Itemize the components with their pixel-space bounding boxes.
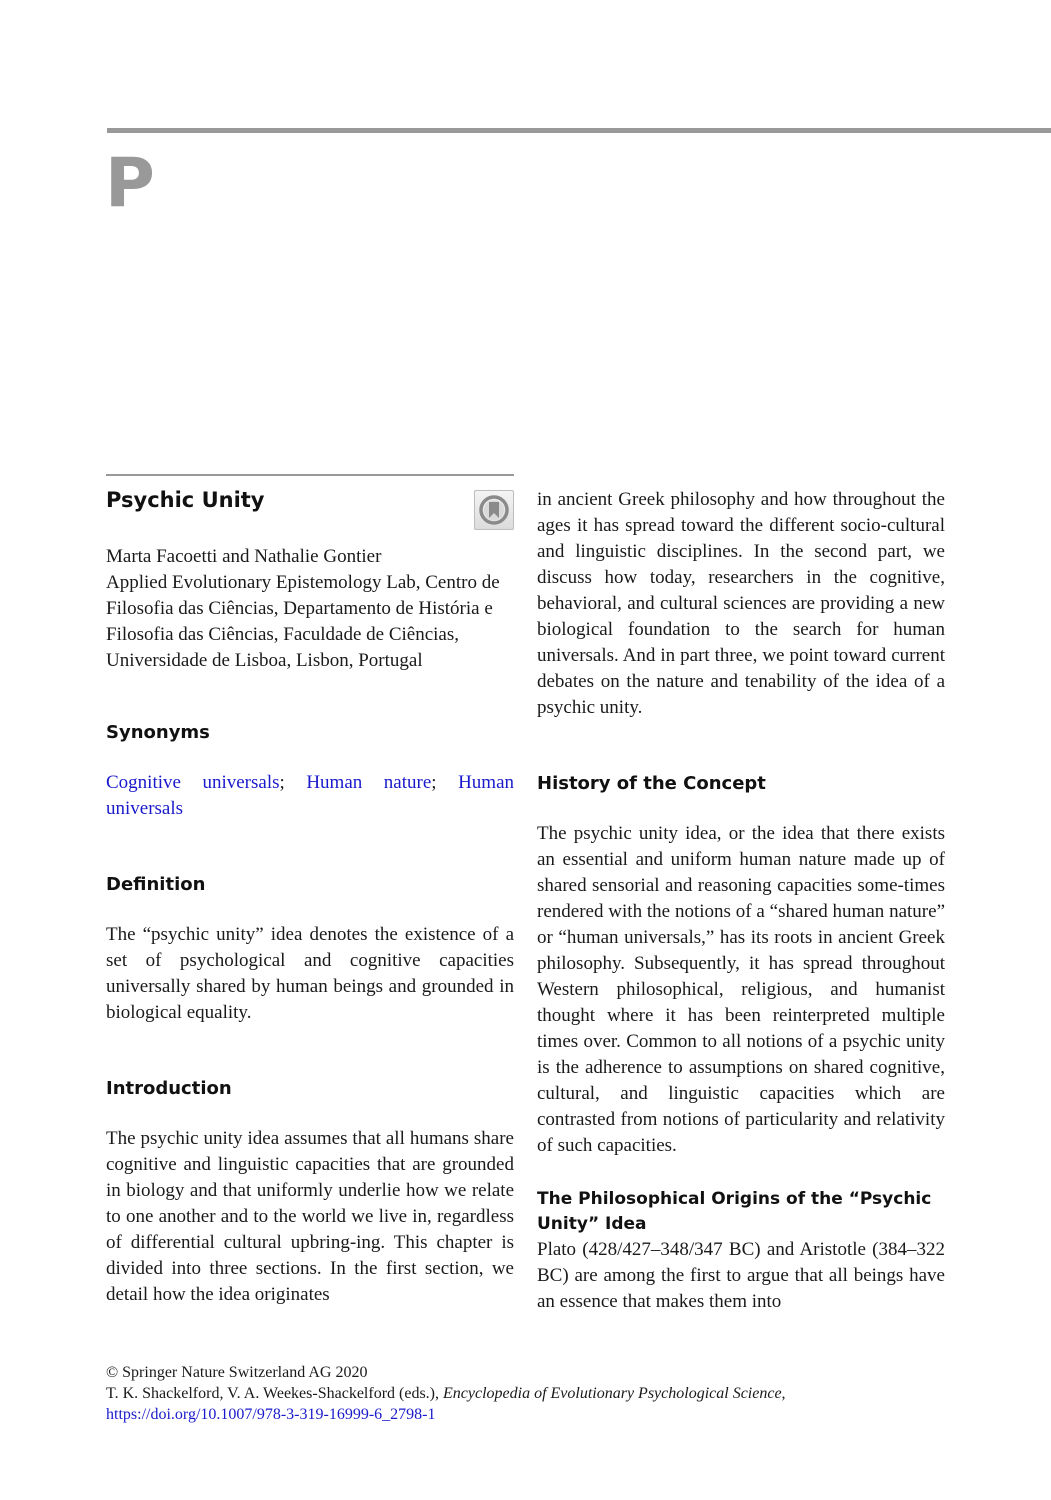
entry-title: Psychic Unity	[106, 488, 265, 512]
right-column	[537, 487, 945, 1315]
doi-link[interactable]: https://doi.org/10.1007/978-3-319-16999-6_2798-1	[106, 1406, 436, 1423]
synonym-link-cognitive-universals[interactable]: Cognitive universals	[106, 772, 280, 793]
entry-rule	[106, 474, 514, 476]
entry-title-row	[106, 486, 514, 534]
definition-text: The “psychic unity” idea denotes the existence of a set of psychological and cognitive capacities universally shared by human beings and grounded in biological equality.	[106, 924, 514, 1023]
copyright-line: © Springer Nature Switzerland AG 2020	[106, 1364, 368, 1381]
synonyms-list	[106, 770, 514, 822]
history-text: The psychic unity idea, or the idea that there exists an essential and uniform human nature made up of shared sensorial and reasoning capacities some-times rendered with the notions of a “shared human nature” or “human universals,” has its roots in ancient Greek philosophy. Subsequently, it has spread throughout Western philosophical, religious, and humanist thought where it has been reinterpreted multiple times over. Common to all notions of a psychic unity is the adherence to assumptions on shared cognitive, cultural, and linguistic capacities which are contrasted from notions of particularity and relativity of such capacities.	[537, 823, 945, 1156]
entry-authors: Marta Facoetti and Nathalie Gontier	[106, 546, 382, 567]
left-column	[106, 474, 514, 1308]
citation-line	[106, 1383, 786, 1404]
page-footer	[106, 1362, 786, 1425]
philosophical-origins-text: Plato (428/427–348/347 BC) and Aristotle (384–322 BC) are among the first to argue that all beings have an essence that makes them into	[537, 1239, 945, 1312]
introduction-heading: Introduction	[106, 1078, 232, 1099]
entry-affiliation: Applied Evolutionary Epistemology Lab, Centro de Filosofia das Ciências, Departamento de História e Filosofia das Ciências, Faculdade de Ciências, Universidade de Lisboa, Lisbon, Portugal	[106, 572, 500, 671]
synonym-separator: ;	[431, 772, 459, 793]
history-heading: History of the Concept	[537, 773, 766, 794]
citation-book-title: Encyclopedia of Evolutionary Psychological Science	[443, 1385, 782, 1402]
philosophical-origins-heading: The Philosophical Origins of the “Psychic Unity” Idea	[537, 1189, 932, 1234]
header-rule	[107, 128, 1051, 133]
check-for-updates-icon	[478, 494, 510, 526]
check-for-updates-button[interactable]	[474, 490, 514, 530]
section-letter: P	[105, 144, 155, 223]
synonym-link-human-nature[interactable]: Human nature	[306, 772, 432, 793]
introduction-text-part1: The psychic unity idea assumes that all humans share cognitive and linguistic capacities that are grounded in biology and that uniformly underlie how we relate to one another and to the world we live in, regardless of differential cultural upbring-ing. This chapter is divided into three sections. In the first section, we detail how the idea originates	[106, 1128, 514, 1305]
definition-heading: Definition	[106, 874, 206, 895]
synonyms-heading: Synonyms	[106, 722, 210, 743]
synonym-link-human-universals[interactable]: Human universals	[106, 772, 515, 819]
synonym-separator: ;	[279, 772, 307, 793]
citation-editors: T. K. Shackelford, V. A. Weekes-Shackelford (eds.),	[106, 1385, 443, 1402]
introduction-text-part2: in ancient Greek philosophy and how throughout the ages it has spread toward the different socio-cultural and linguistic disciplines. In the second part, we discuss how today, researchers in the cognitive, behavioral, and cultural sciences are providing a new biological foundation to the search for human universals. And in part three, we point toward current debates on the nature and tenability of the idea of a psychic unity.	[537, 489, 945, 718]
citation-suffix: ,	[781, 1385, 786, 1402]
